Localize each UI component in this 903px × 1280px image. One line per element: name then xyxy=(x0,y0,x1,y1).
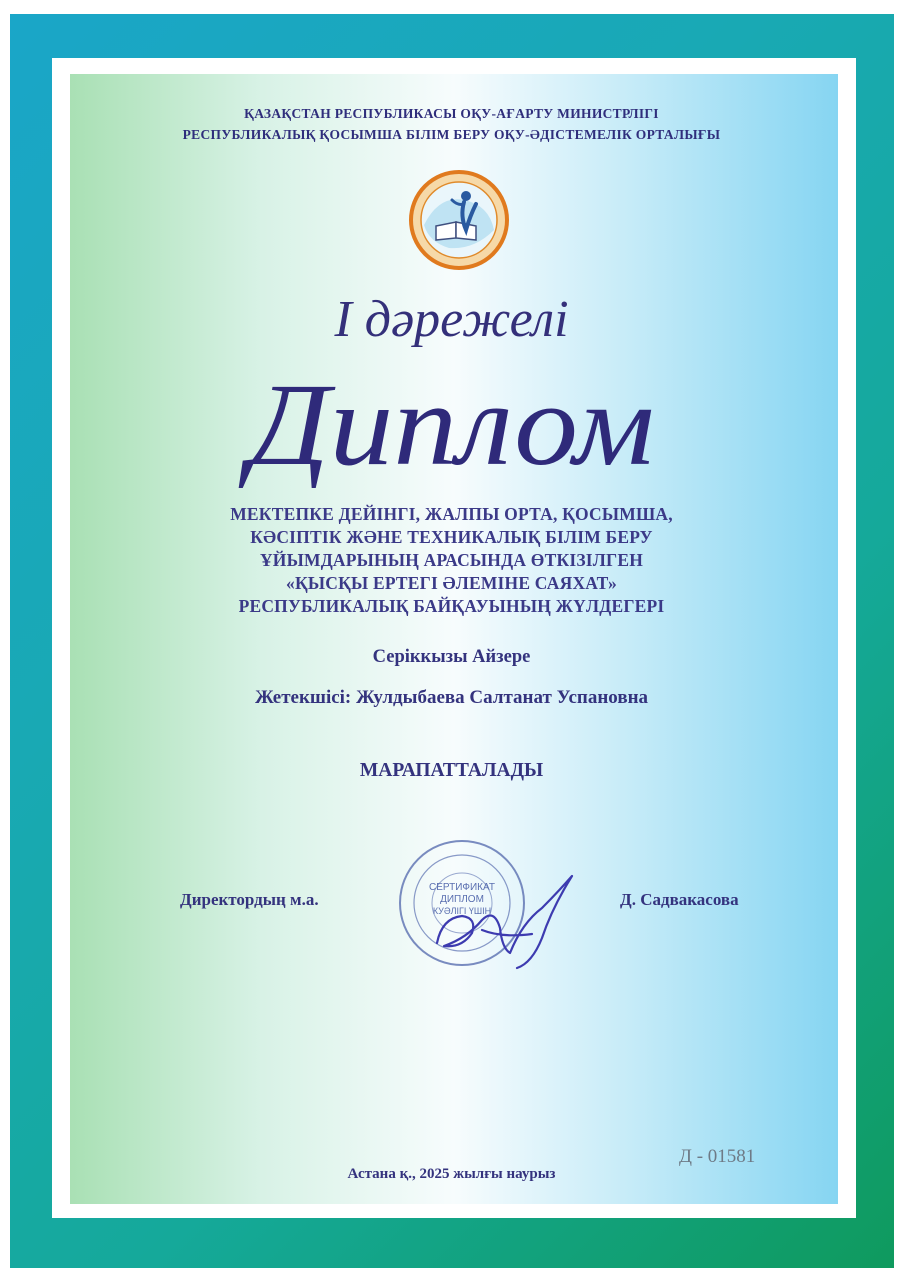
stamp-text: СЕРТИФИКАТ xyxy=(428,882,496,893)
emblem-logo-icon xyxy=(404,170,514,270)
awarded-label: МАРАПАТТАЛАДЫ xyxy=(359,760,544,781)
official-stamp-icon xyxy=(382,838,602,988)
document-number: Д - 01581 xyxy=(679,1146,756,1167)
diploma-title: Диплом xyxy=(248,359,655,490)
ministry-heading: ҚАЗАҚСТАН РЕСПУБЛИКАСЫ ОҚУ-АҒАРТУ МИНИСТРЛІГІ xyxy=(244,106,659,121)
stamp-text: КУӘЛІГІ ҮШІН xyxy=(432,906,492,916)
description-line: ҰЙЫМДАРЫНЫҢ АРАСЫНДА ӨТКІЗІЛГЕН xyxy=(259,550,644,570)
description-line: РЕСПУБЛИКАЛЫҚ БАЙҚАУЫНЫҢ ЖҮЛДЕГЕРІ xyxy=(238,596,665,616)
recipient-name: Серіккызы Айзере xyxy=(372,647,531,667)
supervisor-name: Жетекшісі: Жулдыбаева Салтанат Успановна xyxy=(254,687,649,708)
stamp-text: ДИПЛОМ xyxy=(440,894,484,905)
place-and-date: Астана қ., 2025 жылғы наурыз xyxy=(347,1166,556,1182)
description-line: КӘСІПТІК ЖӘНЕ ТЕХНИКАЛЫҚ БІЛІМ БЕРУ xyxy=(250,527,653,547)
description-line: МЕКТЕПКЕ ДЕЙІНГІ, ЖАЛПЫ ОРТА, ҚОСЫМША, xyxy=(230,504,673,524)
degree-title: I дәрежелі xyxy=(334,291,569,348)
center-heading: РЕСПУБЛИКАЛЫҚ ҚОСЫМША БІЛІМ БЕРУ ОҚУ-ӘДІСТЕМЕЛІК ОРТАЛЫҒЫ xyxy=(182,127,721,142)
signatory-role: Директордың м.а. xyxy=(180,890,319,909)
signatory-name: Д. Садвакасова xyxy=(620,890,739,909)
description-line: «ҚЫСҚЫ ЕРТЕГІ ӘЛЕМІНЕ САЯХАТ» xyxy=(286,573,617,593)
